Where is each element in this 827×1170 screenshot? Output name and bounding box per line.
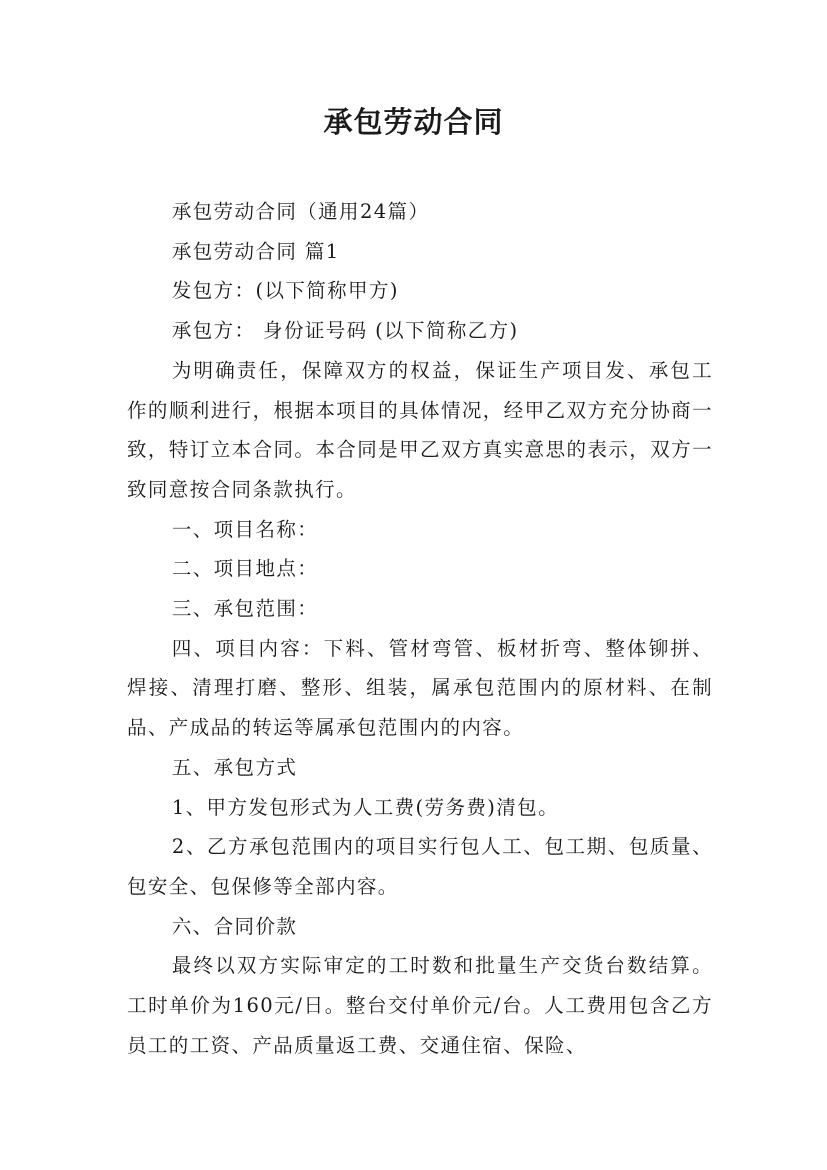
paragraph-contract-scope: 三、承包范围： xyxy=(171,597,319,621)
paragraph-party-a: 发包方：(以下简称甲方) xyxy=(171,279,399,303)
paragraph-party-b: 承包方： 身份证号码 (以下简称乙方) xyxy=(171,319,519,343)
paragraph-method-item-2: 2、乙方承包范围内的项目实行包人工、包工期、包质量、包安全、包保修等全部内容。 xyxy=(127,835,713,898)
paragraph-project-location: 二、项目地点： xyxy=(171,557,319,581)
document-title: 承包劳动合同 xyxy=(323,105,504,139)
paragraph-section-heading: 承包劳动合同 篇1 xyxy=(171,239,340,263)
document-body xyxy=(127,192,713,1065)
paragraph-contract-price: 六、合同价款 xyxy=(171,914,298,938)
paragraph-method-item-1: 1、甲方发包形式为人工费(劳务费)清包。 xyxy=(171,795,559,819)
paragraph-project-name: 一、项目名称： xyxy=(171,517,319,541)
paragraph-subtitle: 承包劳动合同（通用24篇） xyxy=(171,200,430,223)
paragraph-contract-method: 五、承包方式 xyxy=(171,755,298,779)
paragraph-preamble: 为明确责任，保障双方的权益，保证生产项目发、承包工作的顺利进行，根据本项目的具体情况，经甲乙双方充分协商一致，特订立本合同。本合同是甲乙双方真实意思的表示，双方一致同意按合同条款执行。 xyxy=(127,358,713,501)
paragraph-project-content: 四、项目内容：下料、管材弯管、板材折弯、整体铆拼、焊接、清理打磨、整形、组装，属承包范围内的原材料、在制品、产成品的转运等属承包范围内的内容。 xyxy=(127,636,713,740)
paragraph-price-details: 最终以双方实际审定的工时数和批量生产交货台数结算。工时单价为160元/日。整台交付单价元/台。人工费用包含乙方员工的工资、产品质量返工费、交通住宿、保险、 xyxy=(127,954,713,1057)
